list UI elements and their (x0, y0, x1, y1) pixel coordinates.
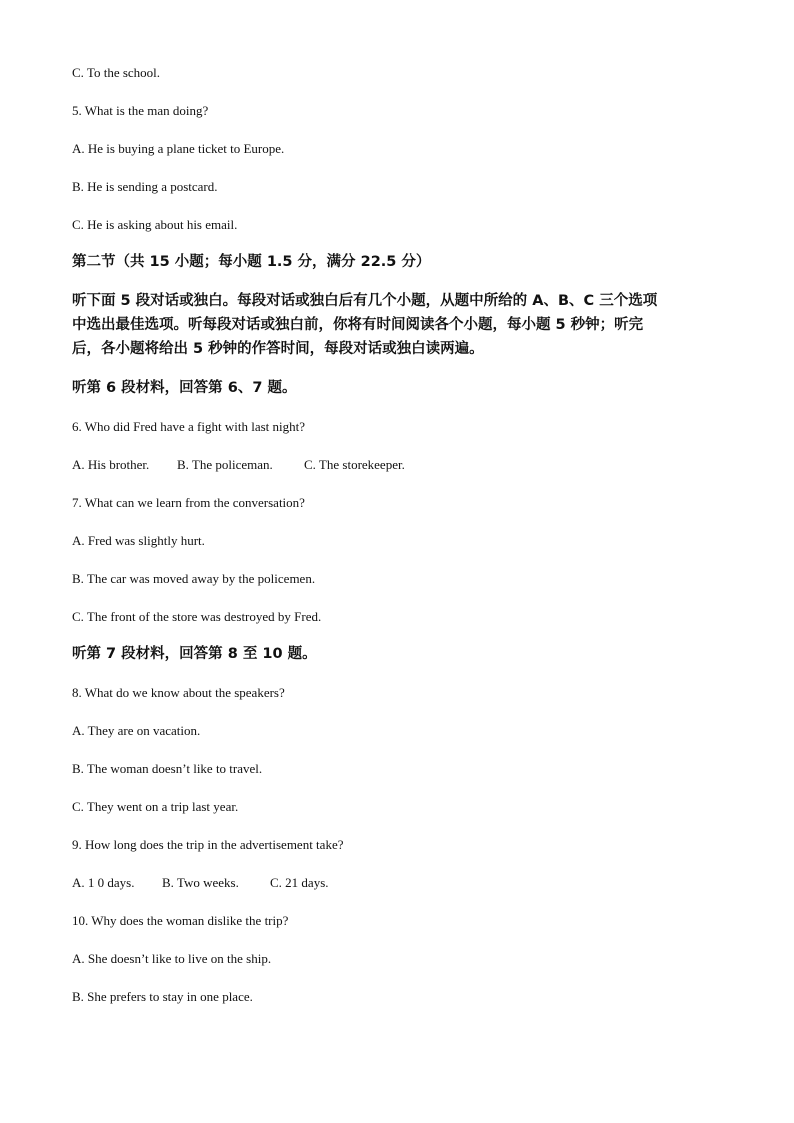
q4-option-c: C. To the school. (72, 65, 161, 80)
material6-heading: 听第 6 段材料，回答第 6、7 题。 (72, 380, 297, 396)
q6-option-b: B. The policeman. (177, 457, 273, 472)
q5-option-b: B. He is sending a postcard. (72, 179, 218, 194)
q7-option-b: B. The car was moved away by the policemen. (72, 571, 316, 586)
q6-question: 6. Who did Fred have a fight with last night? (72, 419, 305, 434)
q9-option-c: C. 21 days. (270, 875, 329, 890)
material7-heading: 听第 7 段材料，回答第 8 至 10 题。 (72, 646, 317, 662)
q7-option-a: A. Fred was slightly hurt. (72, 533, 205, 548)
q10-option-b: B. She prefers to stay in one place. (72, 989, 253, 1004)
q9-options (72, 874, 329, 892)
q8-option-b: B. The woman doesn’t like to travel. (72, 761, 263, 776)
q7-option-c: C. The front of the store was destroyed by Fred. (72, 609, 322, 624)
q6-option-c: C. The storekeeper. (304, 457, 405, 472)
q8-question: 8. What do we know about the speakers? (72, 685, 285, 700)
q9-option-b: B. Two weeks. (162, 875, 239, 890)
q7-question: 7. What can we learn from the conversation? (72, 495, 305, 510)
q8-option-a: A. They are on vacation. (72, 723, 201, 738)
q10-option-a: A. She doesn’t like to live on the ship. (72, 951, 272, 966)
instructions-line-2: 中选出最佳选项。听每段对话或独白前，你将有时间阅读各个小题，每小题 5 秒钟；听完 (72, 317, 644, 333)
q6-option-a: A. His brother. (72, 457, 150, 472)
instructions-line-3: 后，各小题将给出 5 秒钟的作答时间，每段对话或独白读两遍。 (72, 341, 484, 357)
instructions-line-1: 听下面 5 段对话或独白。每段对话或独白后有几个小题，从题中所给的 A、B、C 三个选项 (72, 293, 658, 309)
q9-option-a: A. 1 0 days. (72, 875, 135, 890)
q8-option-c: C. They went on a trip last year. (72, 799, 239, 814)
q5-option-a: A. He is buying a plane ticket to Europe. (72, 141, 285, 156)
q10-question: 10. Why does the woman dislike the trip? (72, 913, 289, 928)
q5-question: 5. What is the man doing? (72, 103, 209, 118)
q6-options (72, 456, 405, 474)
section2-instructions (72, 289, 722, 361)
q5-option-c: C. He is asking about his email. (72, 217, 238, 232)
q9-question: 9. How long does the trip in the advertisement take? (72, 837, 344, 852)
section2-heading: 第二节（共 15 小题；每小题 1.5 分，满分 22.5 分） (72, 254, 431, 270)
